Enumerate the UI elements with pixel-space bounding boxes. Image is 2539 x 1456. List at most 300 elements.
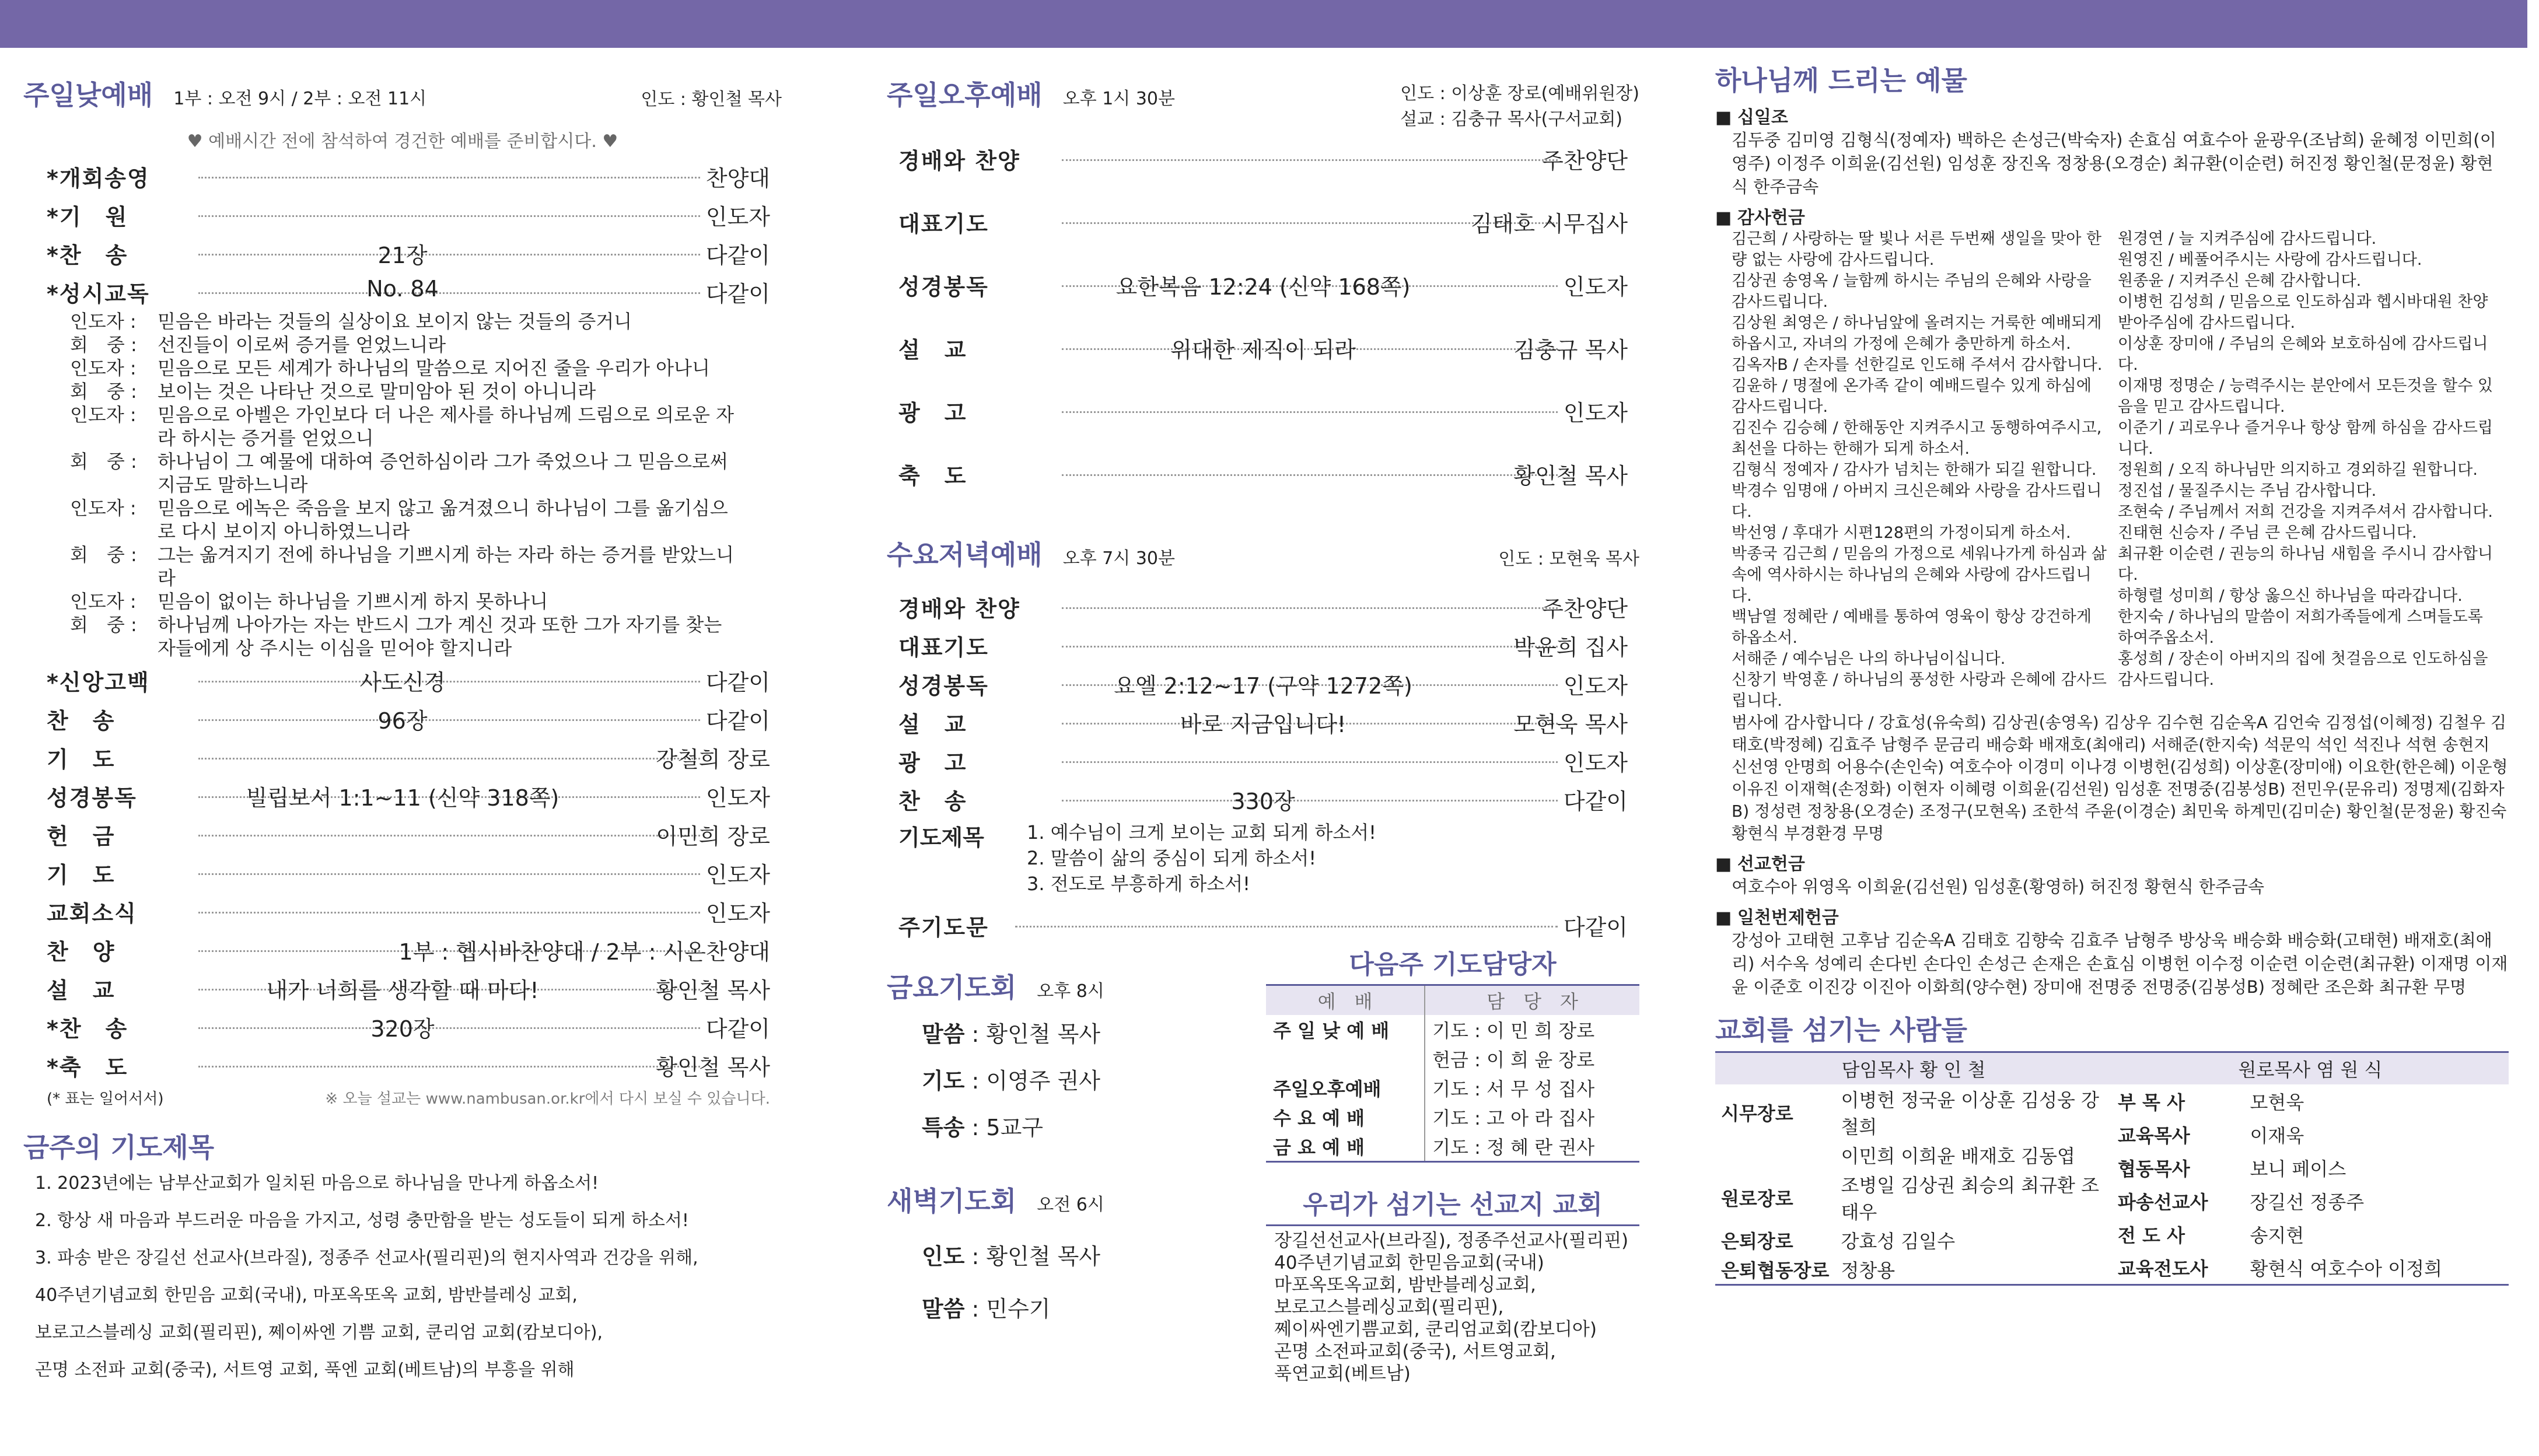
order-responsible: 인도자 <box>1563 673 1628 699</box>
top-banner-edge <box>2527 0 2539 48</box>
thanks-all: 범사에 감사합니다 / 강효성(유숙희) 김상권(송영옥) 김상우 김수현 김순옥A 김언숙 김정섭(이혜정) 김철우 김태호(박정혜) 김효주 남형주 문금리 배승화 배재호(최애리) 서해준(한지숙) 석문익 석인 석진나 석현 송현지 신선영 안명희 어용수(손인숙) 여호수아 이경미 이나경 이병헌(김성희) 이상훈(장미애) 이요한(한은혜) 이운형 이유진 이재혁(손정화) 이현자 이혜령 이희윤(김선원) 임성훈 전명중(김봉성B) 전민우(문유리) 정명제(김화자B) 정성련 정창용(오경순) 조정구(모현옥) 조한석 주윤(이경순) 최민욱 하계민(김미순) 황인철(문정윤) 황진숙 황현식 부경환경 무명 <box>1732 713 2508 843</box>
order-label: *기 원 <box>47 204 128 230</box>
thanks-entry: 김옥자B / 손자를 선한길로 인도해 주셔서 감사합니다. <box>1732 356 2103 374</box>
thanks-columns <box>1732 229 2509 712</box>
order-row <box>887 327 1639 390</box>
afternoon-service-time: 오후 1시 30분 <box>1062 89 1175 109</box>
order-responsible: 인도자 <box>1563 750 1628 776</box>
staff-right-table <box>2112 1084 2509 1284</box>
staff-role: 부 목 사 <box>2118 1091 2185 1114</box>
order-row <box>23 156 782 194</box>
duty-person: 기도 : 정 혜 란 권사 <box>1432 1136 1595 1158</box>
staff-role: 교육전도사 <box>2118 1257 2208 1280</box>
staff-names: 황현식 여호수아 이정희 <box>2250 1257 2442 1280</box>
order-responsible: 인도자 <box>1563 400 1628 426</box>
order-responsible: 모현욱 목사 <box>1513 712 1628 737</box>
staff-role: 은퇴협동장로 <box>1721 1259 1830 1282</box>
dotted-leader <box>198 912 700 914</box>
lords-prayer-row <box>887 905 1639 943</box>
wednesday-prayer-list <box>1027 820 1376 897</box>
order-responsible: 다같이 <box>705 243 770 268</box>
order-responsible: 김충규 목사 <box>1513 337 1628 363</box>
responsive-line <box>70 613 782 660</box>
thanks-entry: 한지숙 / 하나님의 말씀이 저희가족들에게 스며들도록 하여주옵소서. <box>2118 608 2483 647</box>
order-responsible: 인도자 <box>705 204 770 230</box>
other-services-column <box>887 48 1639 1456</box>
order-label: 광 고 <box>898 750 967 776</box>
responsive-text: 보이는 것은 나타난 것으로 말미암아 된 것이 아니니라 <box>158 380 596 402</box>
weekly-prayer-title: 금주의 기도제목 <box>23 1132 215 1163</box>
duty-person: 기도 : 서 무 성 집사 <box>1432 1078 1595 1100</box>
thanks-entry: 김진수 김승혜 / 한해동안 지켜주시고 동행하여주시고, 최선을 다하는 한해가 되게 하소서. <box>1732 419 2102 458</box>
staff-row <box>2112 1184 2509 1217</box>
duty-person: 기도 : 고 아 라 집사 <box>1432 1107 1595 1129</box>
wednesday-prayer-item: 2. 말씀이 삶의 중심이 되게 하소서! <box>1027 847 1317 869</box>
thanks-left <box>1732 229 2118 712</box>
dotted-leader <box>198 873 700 875</box>
first-offering-section: ■ 일천번제헌금 강성아 고태현 고후남 김순옥A 김태호 김향숙 김효주 남형주 방상욱 배승화 배승화(고태현) 배재호(최애리) 서수옥 성예리 손다빈 손다인 손성근 손재은 손효심 이병헌 이수정 이순련 이순련(최규환) 이재명 이재윤 이준호 이진강 이진아 이화희(양수현) 장미애 전명중 전명중(김봉성B) 정혜란 조은화 최규환 무명 <box>1715 903 2509 999</box>
friday-key: 기도 <box>922 1068 965 1094</box>
thanks-entry: 원영진 / 베풀어주시는 사랑에 감사드립니다. <box>2118 251 2422 269</box>
mission-church: 마포옥또옥교회, 밤반블레싱교회, <box>1274 1275 1536 1296</box>
mission-offering-section: ■ 선교헌금 여호수아 위영옥 이희윤(김선원) 임성훈(황영하) 허진정 황현식 한주금속 <box>1715 849 2509 898</box>
weekly-prayer-list <box>35 1165 782 1389</box>
order-label: 설 교 <box>898 712 967 737</box>
responsive-speaker: 인도자 : <box>70 497 137 519</box>
friday-row: 기도 : 이영주 권사 <box>922 1068 1101 1094</box>
thanks-entry: 김형식 정예자 / 감사가 넘치는 한해가 되길 원합니다. <box>1732 461 2097 479</box>
staff-names: 정창용 <box>1841 1259 1895 1282</box>
dotted-leader <box>198 177 700 178</box>
order-detail: 내가 너희를 생각할 때 마다! <box>266 978 539 1003</box>
order-row <box>887 264 1639 327</box>
dawn-value: 민수기 <box>986 1296 1051 1322</box>
order-label: 경배와 찬양 <box>898 596 1020 622</box>
thanks-entry: 이상훈 장미애 / 주님의 은혜와 보호하심에 감사드립니다. <box>2118 335 2488 374</box>
order-label: *찬 송 <box>47 243 128 268</box>
order-label: 축 도 <box>898 463 967 489</box>
thanks-entry: 정원희 / 오직 하나님만 의지하고 경외하길 원합니다. <box>2118 461 2478 479</box>
thanks-right <box>2118 229 2497 712</box>
thanks-entry: 이병헌 김성희 / 믿음으로 인도하심과 헵시바대원 찬양받아주심에 감사드립니다. <box>2118 293 2488 332</box>
duty-row <box>1266 1044 1639 1073</box>
order-row <box>23 968 782 1006</box>
thanks-entry: 김윤하 / 명절에 온가족 같이 예배드릴수 있게 하심에 감사드립니다. <box>1732 377 2092 416</box>
order-row <box>887 625 1639 663</box>
order-row <box>23 814 782 852</box>
sunday-service-times: 1부 : 오전 9시 / 2부 : 오전 11시 <box>173 89 427 109</box>
dawn-key: 말씀 <box>922 1296 965 1322</box>
order-detail: 요한복음 12:24 (신약 168쪽) <box>1115 274 1411 300</box>
thanks-entry: 최규환 이순련 / 권능의 하나님 새힘을 주시니 감사합니다. <box>2118 545 2493 584</box>
first-offering-title: 일천번제헌금 <box>1737 908 1839 928</box>
thanks-entry: 김상원 최영은 / 하나님앞에 올려지는 거룩한 예배되게 하옵시고, 자녀의 가정에 은혜가 충만하게 하소서. <box>1732 314 2102 353</box>
order-row <box>23 660 782 698</box>
dotted-leader <box>1062 761 1558 763</box>
tithe-section: ■ 십일조 김두중 김미영 김형식(정예자) 백하은 손성근(박숙자) 손효심 여효수아 윤광우(조남희) 윤혜정 이민희(이영주) 이정주 이희윤(김선원) 임성훈 장진옥 정창용(오경순) 최규환(이순련) 허진정 황인철(문정윤) 황현식 한주금속 <box>1715 103 2509 198</box>
offerings-title: 하나님께 드리는 예물 <box>1715 65 1967 96</box>
responsive-text: 믿음이 없이는 하나님을 기쁘시게 하지 못하나니 <box>158 590 548 612</box>
order-row <box>23 852 782 891</box>
friday-value: 이영주 권사 <box>986 1068 1101 1094</box>
weekly-prayer-section <box>23 1126 782 1389</box>
wednesday-prayer-item: 3. 전도로 부흥하게 하소서! <box>1027 873 1250 895</box>
order-responsible: 다같이 <box>705 1016 770 1042</box>
order-responsible: 다같이 <box>705 670 770 695</box>
order-label: 대표기도 <box>898 211 989 237</box>
order-label: 찬 송 <box>898 789 967 814</box>
order-row <box>887 201 1639 264</box>
responsive-text: 하나님이 그 예물에 대하여 증언하심이라 그가 죽었으나 그 믿음으로써 지금도 말하느니라 <box>158 450 728 496</box>
staff-names: 장길선 정종주 <box>2250 1191 2365 1213</box>
responsive-line <box>70 590 782 613</box>
next-week-head-service: 예 배 <box>1266 985 1425 1016</box>
sunday-service-title: 주일낮예배 <box>23 79 153 111</box>
order-label: 설 교 <box>47 978 116 1003</box>
afternoon-service-preacher: 설교 : 김충규 목사(구서교회) <box>1400 109 1623 130</box>
responsive-line <box>70 450 782 496</box>
afternoon-service-leader: 인도 : 이상훈 장로(예배위원장) <box>1400 83 1639 104</box>
order-label: 찬 송 <box>47 708 116 734</box>
order-row <box>23 698 782 737</box>
duty-row <box>1266 1102 1639 1132</box>
wednesday-service-order <box>887 586 1639 817</box>
staff-header <box>1715 1051 2509 1084</box>
thanks-entry: 김상권 송영옥 / 늘함께 하시는 주님의 은혜와 사랑을 감사드립니다. <box>1732 272 2092 311</box>
sunday-service-leader: 인도 : 황인철 목사 <box>641 89 782 110</box>
lords-prayer-right: 다같이 <box>1563 915 1628 940</box>
order-responsible: 인도자 <box>705 862 770 888</box>
staff-names: 이재욱 <box>2250 1124 2304 1147</box>
friday-key: 말씀 <box>922 1021 965 1047</box>
order-detail: 96장 <box>377 708 428 734</box>
staff-row <box>2112 1251 2509 1284</box>
friday-value: 황인철 목사 <box>986 1021 1101 1047</box>
order-responsible: 주찬양단 <box>1542 148 1628 174</box>
order-responsible: 강철희 장로 <box>656 747 770 772</box>
dotted-leader <box>198 835 700 836</box>
first-offering-names: 강성아 고태현 고후남 김순옥A 김태호 김향숙 김효주 남형주 방상욱 배승화 배승화(고태현) 배재호(최애리) 서수옥 성예리 손다빈 손다인 손성근 손재은 손효심 이병헌 이수정 이순련 이순련(최규환) 이재명 이재윤 이준호 이진강 이진아 이화희(양수현) 장미애 전명중 전명중(김봉성B) 정혜란 조은화 최규환 무명 <box>1732 930 2508 997</box>
staff-row <box>2112 1118 2509 1151</box>
dotted-leader <box>198 1066 700 1068</box>
responsive-speaker: 회 중 : <box>70 544 137 566</box>
staff-left-table <box>1715 1084 2112 1284</box>
order-label: 성경봉독 <box>898 673 989 699</box>
responsive-speaker: 인도자 : <box>70 590 137 612</box>
next-week-head-duty: 담 당 자 <box>1487 991 1578 1013</box>
order-detail: 위대한 제직이 되라 <box>1170 337 1356 363</box>
wednesday-service-title: 수요저녁예배 <box>887 539 1043 570</box>
staff-role: 전 도 사 <box>2118 1224 2185 1247</box>
order-responsible: 1부 : 헵시바찬양대 / 2부 : 시온찬양대 <box>398 939 770 965</box>
thanks-entry: 하형렬 성미희 / 항상 옳으신 하나님을 따라갑니다. <box>2118 587 2463 605</box>
prayer-item: 곤명 소전파 교회(중국), 서트영 교회, 푹엔 교회(베트남)의 부흥을 위해 <box>35 1360 575 1380</box>
prayer-item: 1. 2023년에는 남부산교회가 일치된 마음으로 하나님을 만나게 하옵소서! <box>35 1173 599 1194</box>
afternoon-service-order <box>887 138 1639 516</box>
senior-pastor: 담임목사 황 인 철 <box>1841 1059 1986 1081</box>
duty-row <box>1266 1073 1639 1102</box>
dawn-row: 인도 : 황인철 목사 <box>922 1244 1101 1269</box>
staff-row <box>1715 1084 2112 1140</box>
responsive-line <box>70 380 782 403</box>
staff-names: 강효성 김일수 <box>1841 1230 1956 1252</box>
dotted-leader <box>1015 926 1558 928</box>
responsive-text: 믿음으로 아벨은 가인보다 더 나은 제사를 하나님께 드림으로 의로운 자라 하시는 증거를 얻었으니 <box>158 404 734 449</box>
responsive-speaker: 인도자 : <box>70 404 137 426</box>
order-label: *신앙고백 <box>47 670 150 695</box>
friday-row: 특송 : 5교구 <box>922 1115 1043 1140</box>
responsive-text: 믿음은 바라는 것들의 실상이요 보이지 않는 것들의 증거니 <box>158 310 632 332</box>
emeritus-pastor: 원로목사 염 원 식 <box>2238 1059 2383 1081</box>
order-label: 기 도 <box>47 862 116 888</box>
order-responsible: 인도자 <box>705 901 770 926</box>
thanks-entry: 조현숙 / 주님께서 저희 건강을 지켜주셔서 감사합니다. <box>2118 503 2493 521</box>
mission-offering-names: 여호수아 위영옥 이희윤(김선원) 임성훈(황영하) 허진정 황현식 한주금속 <box>1732 877 2264 897</box>
next-week-prayer-box <box>1266 943 1639 1385</box>
staff-names: 보니 페이스 <box>2250 1157 2346 1180</box>
order-responsible: 주찬양단 <box>1542 596 1628 622</box>
tithe-names: 김두중 김미영 김형식(정예자) 백하은 손성근(박숙자) 손효심 여효수아 윤광우(조남희) 윤혜정 이민희(이영주) 이정주 이희윤(김선원) 임성훈 장진옥 정창용(오경순) 최규환(이순련) 허진정 황인철(문정윤) 황현식 한주금속 <box>1732 130 2496 197</box>
duty-service: 금 요 예 배 <box>1266 1132 1425 1162</box>
order-row <box>887 663 1639 702</box>
order-label: 설 교 <box>898 337 967 363</box>
staff-role <box>1715 1140 1835 1170</box>
order-label: 헌 금 <box>47 824 116 849</box>
responsive-line <box>70 543 782 590</box>
thanks-entry: 홍성희 / 장손이 아버지의 집에 첫걸음으로 인도하심을 감사드립니다. <box>2118 650 2488 689</box>
dotted-leader <box>198 758 700 760</box>
responsive-reading <box>23 310 782 660</box>
wednesday-service-leader: 인도 : 모현욱 목사 <box>1498 549 1639 569</box>
mission-church: 푹연교회(베트남) <box>1274 1363 1411 1384</box>
responsive-text: 그는 옮겨지기 전에 하나님을 기쁘시게 하는 자라 하는 증거를 받았느니라 <box>158 544 734 589</box>
order-label: 교회소식 <box>47 901 137 926</box>
order-responsible: 김태호 시무집사 <box>1470 211 1628 237</box>
staff-names: 조병일 김상권 최승의 최규환 조태우 <box>1841 1174 2100 1223</box>
order-row <box>887 702 1639 740</box>
order-responsible: 이민희 장로 <box>656 824 770 849</box>
duty-service: 주 일 낮 예 배 <box>1266 1015 1425 1044</box>
order-row <box>887 453 1639 516</box>
staff-role: 파송선교사 <box>2118 1191 2208 1213</box>
responsive-line <box>70 310 782 333</box>
order-label: 경배와 찬양 <box>898 148 1020 174</box>
dotted-leader <box>1062 646 1558 648</box>
missions-list <box>1266 1224 1639 1385</box>
thanks-entry: 신창기 박영훈 / 하나님의 풍성한 사랑과 은혜에 감사드립니다. <box>1732 671 2107 710</box>
order-label: 성경봉독 <box>898 274 989 300</box>
prayer-item: 보로고스블레싱 교회(필리핀), 쩨이싸엔 기쁨 교회, 쿤리엄 교회(캄보디아), <box>35 1322 603 1343</box>
staff-names: 이민희 이희윤 배재호 김동엽 <box>1841 1145 2075 1167</box>
afternoon-service-credits <box>1400 79 1639 130</box>
order-responsible: 다같이 <box>705 281 770 307</box>
thanks-entry: 박경수 임명애 / 아버지 크신은혜와 사랑을 감사드립니다. <box>1732 482 2102 521</box>
mission-church: 쩨이싸엔기쁨교회, 쿤리엄교회(캄보디아) <box>1274 1319 1597 1340</box>
staff-row <box>1715 1170 2112 1226</box>
order-row <box>23 233 782 271</box>
order-row <box>23 775 782 814</box>
thanks-title: 감사헌금 <box>1737 208 1805 228</box>
thanks-entry: 원종윤 / 지켜주신 은혜 감사합니다. <box>2118 272 2362 290</box>
friday-time: 오후 8시 <box>1037 981 1104 1002</box>
staff-role: 시무장로 <box>1721 1102 1793 1125</box>
mission-church: 보로고스블레싱교회(필리핀), <box>1274 1297 1504 1318</box>
thanks-entry: 서해준 / 예수님은 나의 하나님이십니다. <box>1732 650 2006 668</box>
service-notice: ♥ 예배시간 전에 참석하여 경건한 예배를 준비합시다. ♥ <box>187 131 618 152</box>
responsive-line <box>70 403 782 450</box>
order-row <box>23 194 782 233</box>
responsive-text: 믿음으로 모든 세계가 하나님의 말씀으로 지어진 줄을 우리가 아나니 <box>158 357 710 379</box>
missions-title: 우리가 섬기는 선교지 교회 <box>1303 1190 1603 1220</box>
order-row <box>23 271 782 310</box>
order-detail: 320장 <box>370 1016 435 1042</box>
sunday-service-header <box>23 74 782 127</box>
prayer-item: 40주년기념교회 한믿음 교회(국내), 마포옥또옥 교회, 밤반블레싱 교회, <box>35 1285 578 1306</box>
order-label: 광 고 <box>898 400 967 426</box>
staff-row <box>1715 1140 2112 1170</box>
lower-section <box>887 950 1639 1384</box>
mission-church: 40주년기념교회 한믿음교회(국내) <box>1274 1252 1544 1273</box>
wednesday-prayer-item: 1. 예수님이 크게 보이는 교회 되게 하소서! <box>1027 821 1376 844</box>
order-responsible: 황인철 목사 <box>656 978 770 1003</box>
order-label: 찬 양 <box>47 939 116 965</box>
responsive-line <box>70 333 782 356</box>
dotted-leader <box>1062 474 1558 476</box>
top-banner <box>0 0 2539 48</box>
order-responsible: 황인철 목사 <box>1513 463 1628 489</box>
thanks-entry: 백남열 정혜란 / 예배를 통하여 영육이 항상 강건하게 하옵소서. <box>1732 608 2092 647</box>
duty-service: 주일오후예배 <box>1266 1073 1425 1102</box>
offerings-column <box>1715 48 2509 1456</box>
standing-note: (* 표는 일어서서) <box>47 1090 164 1108</box>
staff-role: 협동목사 <box>2118 1157 2190 1180</box>
duty-service <box>1266 1044 1425 1073</box>
dotted-leader <box>1062 607 1558 609</box>
dawn-key: 인도 <box>922 1244 965 1269</box>
order-responsible: 인도자 <box>705 785 770 811</box>
order-responsible: 박윤희 집사 <box>1513 635 1628 660</box>
order-label: 성경봉독 <box>47 785 137 811</box>
service-order-continued <box>23 660 782 1083</box>
order-responsible: 다같이 <box>1563 789 1628 814</box>
order-detail: 330장 <box>1231 789 1295 814</box>
staff-role: 교육목사 <box>2118 1124 2190 1147</box>
thanks-section: ■ 감사헌금 김근희 / 사랑하는 딸 빛나 서른 두번째 생일을 맞아 한량 없는 사랑에 감사드립니다. 김상권 송영옥 / 늘함께 하시는 주님의 은혜와 사랑을 감사드립니다. 김상원 최영은 / 하나님앞에 올려지는 거룩한 예배되게 하옵시고, 자녀의 가정에 은혜가 충만하게 하소서. 김옥자B / 손자를 선한길로 인도해 주셔서 감사합니다. 김윤하 / 명절에 온가족 같이 예배드릴수 있게 하심에 감사드립니다. 김진수 김승혜 / 한해동안 지켜주시고 동행하여주시고, 최선을 다하는 한해가 되게 하소서. 김형식 정예자 / 감사가 넘치는 한해가 되길 원합니다. 박경수 임명애 / 아버지 크신은혜와 사랑을 감사드립니다. 박선영 / 후대가 시편128편의 가정이되게 하소서. 박종국 김근희 / 믿음의 가정으로 세워나가게 하심과 삶속에 역사하시는 하나님의 은혜와 사랑에 감사드립니다. 백남열 정혜란 / 예배를 통하여 영육이 항상 강건하게 하옵소서. 서해준 / 예수님은 나의 하나님이십니다. 신창기 박영훈 / 하나님의 풍성한 사랑과 은혜에 감사드립니다. 원경연 / 늘 지켜주심에 감사드립니다. 원영진 / 베풀어주시는 사랑에 감사드립니다. 원종윤 / 지켜주신 은혜 감사합니다. 이병헌 김성희 / 믿음으로 인도하심과 헵시바대원 찬양받아주심에 감사드립니다. 이상훈 장미애 / 주님의 은혜와 보호하심에 감사드립니다. 이재명 정명순 / 능력주시는 분안에서 모든것을 할수 있음을 믿고 감사드립니다. 이준기 / 괴로우나 즐거우나 항상 함께 하심을 감사드립니다. 정원희 / 오직 하나님만 의지하고 경외하길 원합니다. 정진섭 / 물질주시는 주님 감사합니다. 조현숙 / 주님께서 저희 건강을 지켜주셔서 감사합니다. 진태현 신승자 / 주님 큰 은혜 감사드립니다. 최규환 이순련 / 권능의 하나님 새힘을 주시니 감사합니다. 하형렬 성미희 / 항상 옳으신 하나님을 따라갑니다. 한지숙 / 하나님의 말씀이 저희가족들에게 스며들도록 하여주옵소서. 홍성희 / 장손이 아버지의 집에 첫걸음으로 인도하심을 감사드립니다. 범사에 감사합니다 / 강효성(유숙희) 김상권(송영옥) 김상우 김수현 김순옥A 김언숙 김정섭(이혜정) 김철우 김태호(박정혜) 김효주 남형주 문금리 배승화 배재호(최애리) 서해준(한지숙) 석문익 석인 석진나 석현 송현지 신선영 안명희 어용수(손인숙) 여호수아 이경미 이나경 이병헌(김성희) 이상훈(장미애) 이요한(한은혜) 이운형 이유진 이재혁(손정화) 이현자 이혜령 이희윤(김선원) 임성훈 전명중(김봉성B) 전민우(문유리) 정명제(김화자B) 정성련 정창용(오경순) 조정구(모현옥) 조한석 주윤(이경순) 최민욱 하계민(김미순) 황인철(문정윤) 황진숙 황현식 부경환경 무명 <box>1715 203 2509 845</box>
responsive-speaker: 인도자 : <box>70 357 137 379</box>
prayer-item: 3. 파송 받은 장길선 선교사(브라질), 정종주 선교사(필리핀)의 현지사역과 건강을 위해, <box>35 1248 698 1268</box>
service-order <box>23 156 782 310</box>
friday-details <box>922 1011 1213 1151</box>
staff-row <box>2112 1084 2509 1118</box>
order-responsible: 찬양대 <box>705 166 770 191</box>
duty-service: 수 요 예 배 <box>1266 1102 1425 1132</box>
order-detail: 사도신경 <box>359 670 446 695</box>
order-detail: 바로 지금입니다! <box>1180 712 1347 737</box>
staff-section <box>1715 1009 2509 1286</box>
dawn-value: 황인철 목사 <box>986 1244 1101 1269</box>
staff-names: 송지현 <box>2250 1224 2304 1247</box>
order-row <box>887 390 1639 453</box>
responsive-line <box>70 356 782 380</box>
thanks-entry: 박종국 김근희 / 믿음의 가정으로 세워나가게 하심과 삶속에 역사하시는 하나님의 은혜와 사랑에 감사드립니다. <box>1732 545 2107 605</box>
thanks-entry: 이재명 정명순 / 능력주시는 분안에서 모든것을 할수 있음을 믿고 감사드립니다. <box>2118 377 2493 416</box>
staff-row <box>2112 1217 2509 1251</box>
order-label: *축 도 <box>47 1055 128 1080</box>
sunday-service-column <box>23 48 782 1456</box>
wednesday-service-time: 오후 7시 30분 <box>1062 548 1175 569</box>
order-detail: No. 84 <box>366 276 439 302</box>
dawn-title: 새벽기도회 <box>887 1185 1017 1217</box>
duty-row <box>1266 1132 1639 1162</box>
responsive-speaker: 회 중 : <box>70 450 137 473</box>
staff-row <box>1715 1226 2112 1255</box>
staff-names: 이병헌 정국윤 이상훈 김성웅 강철희 <box>1841 1089 2100 1138</box>
staff-names: 모현욱 <box>2250 1091 2304 1114</box>
duty-person: 기도 : 이 민 희 장로 <box>1432 1020 1595 1042</box>
wednesday-prayer-label: 기도제목 <box>898 825 984 850</box>
staff-row <box>2112 1151 2509 1184</box>
order-detail: 빌립보서 1:1~11 (신약 318쪽) <box>246 785 559 811</box>
order-row <box>23 1006 782 1045</box>
lords-prayer-label: 주기도문 <box>898 915 989 940</box>
thanks-entry: 박선영 / 후대가 시편128편의 가정이되게 하소서. <box>1732 524 2071 542</box>
mission-church: 곤명 소전파교회(중국), 서트영교회, <box>1274 1341 1556 1362</box>
order-detail: 요엘 2:12~17 (구약 1272쪽) <box>1114 673 1412 699</box>
friday-title: 금요기도회 <box>887 972 1017 1003</box>
dawn-row: 말씀 : 민수기 <box>922 1296 1051 1322</box>
responsive-text: 선진들이 이로써 증거를 얻었느니라 <box>158 334 446 356</box>
staff-title: 교회를 섬기는 사람들 <box>1715 1014 1967 1046</box>
thanks-entry: 원경연 / 늘 지켜주심에 감사드립니다. <box>2118 230 2377 248</box>
order-row <box>23 1045 782 1083</box>
order-label: *개회송영 <box>47 166 150 191</box>
order-detail: 21장 <box>377 243 428 268</box>
order-label: 기 도 <box>47 747 116 772</box>
order-row <box>23 737 782 775</box>
order-label: 대표기도 <box>898 635 989 660</box>
responsive-speaker: 회 중 : <box>70 614 137 636</box>
wednesday-prayer-items <box>887 817 1639 905</box>
order-responsible: 황인철 목사 <box>656 1055 770 1080</box>
responsive-text: 믿음으로 에녹은 죽음을 보지 않고 옮겨졌으니 하나님이 그를 옮기심으로 다시 보이지 아니하였느니라 <box>158 497 728 542</box>
dotted-leader <box>198 215 700 217</box>
mission-offering-title: 선교헌금 <box>1737 854 1805 874</box>
mission-church: 장길선선교사(브라질), 정종주선교사(필리핀) <box>1274 1230 1629 1251</box>
staff-role: 원로장로 <box>1721 1188 1793 1210</box>
next-week-table <box>1266 984 1639 1163</box>
next-week-title: 다음주 기도담당자 <box>1349 950 1557 979</box>
thanks-entry: 이준기 / 괴로우나 즐거우나 항상 함께 하심을 감사드립니다. <box>2118 419 2493 458</box>
responsive-speaker: 회 중 : <box>70 334 137 356</box>
order-row <box>23 891 782 929</box>
afternoon-service-title: 주일오후예배 <box>887 79 1043 111</box>
order-label: *찬 송 <box>47 1016 128 1042</box>
thanks-entry: 정진섭 / 물질주시는 주님 감사합니다. <box>2118 482 2377 500</box>
prayer-item: 2. 항상 새 마음과 부드러운 마음을 가지고, 성령 충만함을 받는 성도들이 되게 하소서! <box>35 1210 689 1231</box>
duty-person: 헌금 : 이 희 윤 장로 <box>1432 1049 1595 1071</box>
order-row <box>887 586 1639 625</box>
responsive-speaker: 인도자 : <box>70 310 137 332</box>
order-responsible: 인도자 <box>1563 274 1628 300</box>
friday-row: 말씀 : 황인철 목사 <box>922 1021 1101 1047</box>
tithe-title: 십일조 <box>1737 107 1788 128</box>
dawn-details <box>922 1230 1213 1335</box>
order-label: *성시교독 <box>47 281 150 307</box>
dawn-time: 오전 6시 <box>1037 1195 1104 1215</box>
order-row <box>887 138 1639 201</box>
responsive-text: 하나님께 나아가는 자는 반드시 그가 계신 것과 또한 그가 자기를 찾는 자들에게 상 주시는 이심을 믿어야 할지니라 <box>158 614 722 659</box>
responsive-speaker: 회 중 : <box>70 380 137 402</box>
